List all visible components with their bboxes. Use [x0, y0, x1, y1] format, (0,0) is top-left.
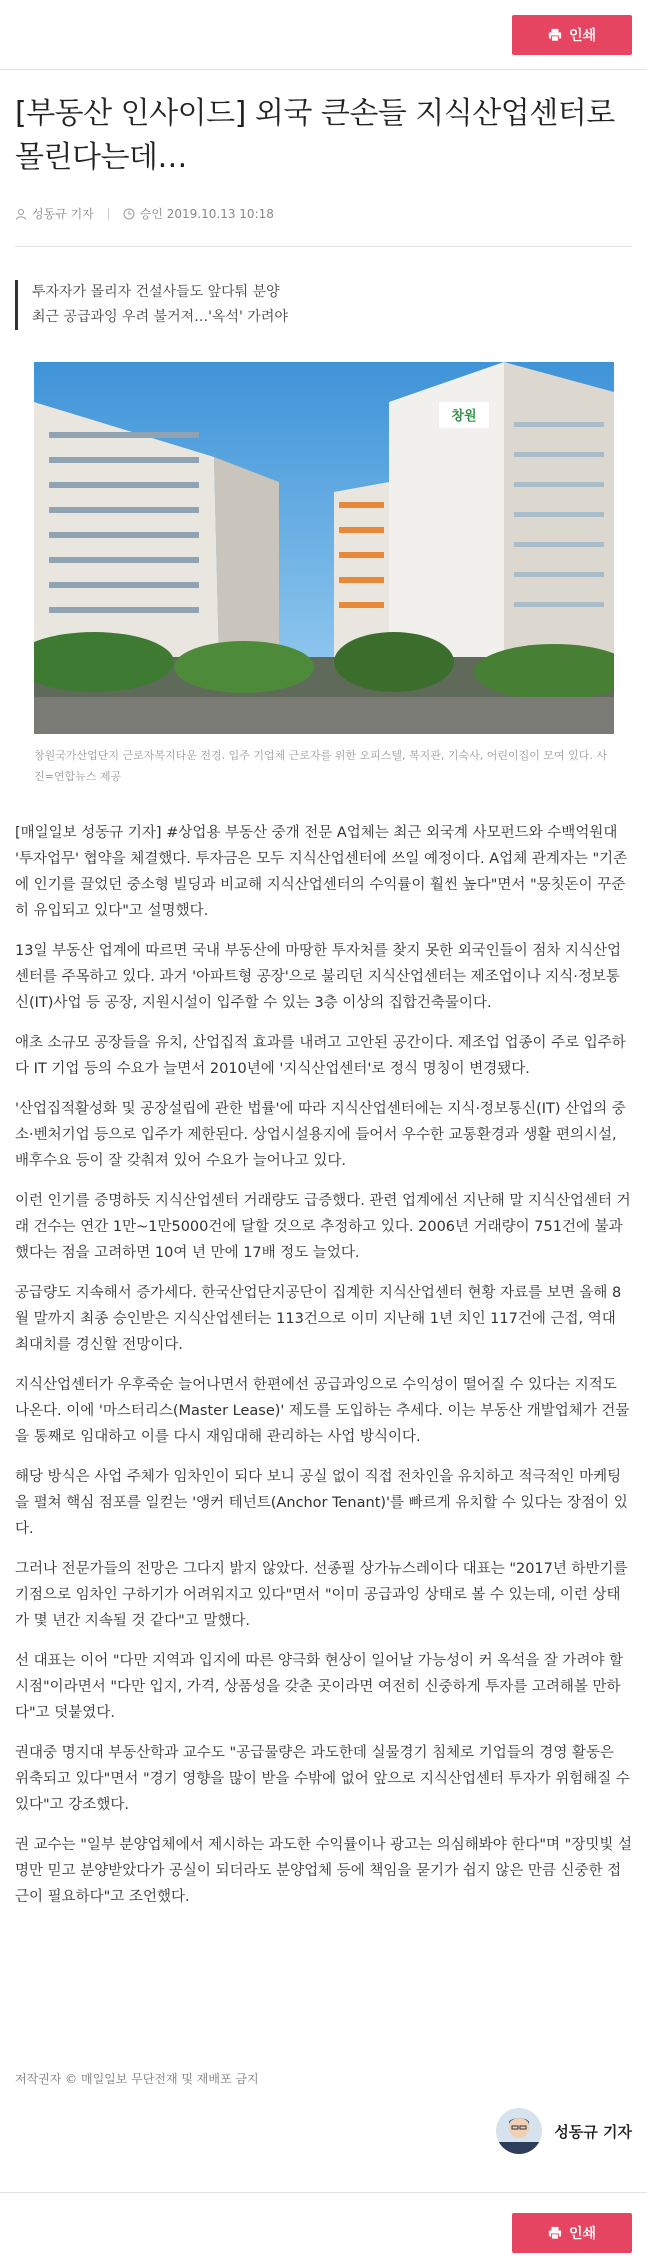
body-paragraph: 그러나 전문가들의 전망은 그다지 밝지 않았다. 선종필 상가뉴스레이다 대표는 "2017년 하반기를 기점으로 임차인 구하기가 어려워지고 있다"면서 "이미 공급과잉 상태로 볼 수 있는데, 이런 상태가 몇 년간 지속될 것 같다"고 말했다.	[15, 1561, 628, 1629]
approved-time: 승인 2019.10.13 10:18	[139, 207, 274, 221]
article-title: [부동산 인사이드] 외국 큰손들 지식산업센터로 몰린다는데…	[15, 96, 615, 175]
user-icon	[15, 208, 27, 220]
article-subheadline	[15, 280, 288, 330]
building-sign-text: 창원	[451, 409, 477, 424]
meta-divider-line	[15, 246, 632, 247]
print-button-bottom[interactable]	[512, 2213, 632, 2253]
body-paragraph: [매일일보 성동규 기자] #상업용 부동산 중개 전문 A업체는 최근 외국계 사모펀드와 수백억원대 '투자업무' 협약을 체결했다. 투자금은 모두 지식산업센터에 쓰일 예정이다. A업체 관계자는 "기존에 인기를 끌었던 중소형 빌딩과 비교해 지식산업센터의 수익률이 훨씬 높다"면서 "뭉칫돈이 꾸준히 유입되고 있다"고 설명했다.	[15, 825, 628, 919]
photo-caption: 창원국가산업단지 근로자복지타운 전경. 입주 기업체 근로자를 위한 오피스텔, 복지관, 기숙사, 어린이집이 모여 있다. 사진=연합뉴스 제공	[34, 749, 607, 783]
meta-divider	[108, 208, 109, 220]
reporter-avatar[interactable]	[496, 2108, 542, 2154]
article-body	[15, 820, 632, 1924]
print-button-top[interactable]	[512, 15, 632, 55]
body-paragraph: 권 교수는 "일부 분양업체에서 제시하는 과도한 수익률이나 광고는 의심해봐야 한다"며 "장밋빛 설명만 믿고 분양받았다가 공실이 되더라도 분양업체 등에 책임을 묻기가 쉽지 않은 만큼 신중한 접근이 필요하다"고 조언했다.	[15, 1837, 632, 1905]
print-label: 인쇄	[568, 28, 597, 44]
reporter-name: 성동규 기자	[32, 207, 94, 221]
byline-reporter-name: 성동규 기자	[554, 2122, 632, 2141]
copyright-notice: 저작권자 © 매일일보 무단전재 및 재배포 금지	[15, 2072, 259, 2086]
building-photo-illustration	[34, 362, 614, 734]
avatar-portrait-icon	[496, 2108, 542, 2154]
article-meta	[15, 205, 274, 222]
bottom-divider	[0, 2192, 647, 2193]
body-paragraph: 애초 소규모 공장들을 유치, 산업집적 효과를 내려고 고안된 공간이다. 제조업 업종이 주로 입주하다 IT 기업 등의 수요가 늘면서 2010년에 '지식산업센터'로 정식 명칭이 변경됐다.	[15, 1035, 626, 1077]
reporter-byline[interactable]	[496, 2108, 632, 2154]
subhead-line: 최근 공급과잉 우려 불거져…'옥석' 가려야	[32, 309, 288, 325]
article-photo	[34, 362, 614, 734]
body-paragraph: '산업집적활성화 및 공장설립에 관한 법률'에 따라 지식산업센터에는 지식·정보통신(IT) 산업의 중소·벤처기업 등으로 입주가 제한된다. 상업시설용지에 들어서 우수한 교통환경과 생활 편의시설, 배후수요 등이 잘 갖춰져 있어 수요가 늘어나고 있다.	[15, 1101, 626, 1169]
body-paragraph: 공급량도 지속해서 증가세다. 한국산업단지공단이 집계한 지식산업센터 현황 자료를 보면 올해 8월 말까지 최종 승인받은 지식산업센터는 113건으로 이미 지난해 1년 치인 117건에 근접, 역대 최대치를 경신할 전망이다.	[15, 1285, 622, 1353]
body-paragraph: 이런 인기를 증명하듯 지식산업센터 거래량도 급증했다. 관련 업계에선 지난해 말 지식산업센터 거래 건수는 연간 1만~1만5000건에 달할 것으로 추정하고 있다. 2006년 거래량이 751건에 불과했다는 점을 고려하면 10여 년 만에 17배 정도 늘었다.	[15, 1193, 631, 1261]
body-paragraph: 13일 부동산 업계에 따르면 국내 부동산에 마땅한 투자처를 찾지 못한 외국인들이 점차 지식산업센터를 주목하고 있다. 과거 '아파트형 공장'으로 불리던 지식산업센터는 제조업이나 지식·정보통신(IT)사업 등 공장, 지원시설이 입주할 수 있는 3층 이상의 집합건축물이다.	[15, 943, 622, 1011]
body-paragraph: 권대중 명지대 부동산학과 교수도 "공급물량은 과도한데 실물경기 침체로 기업들의 경영 활동은 위축되고 있다"면서 "경기 영향을 많이 받을 수밖에 없어 앞으로 지식산업센터 투자가 위험해질 수 있다"고 강조했다.	[15, 1745, 630, 1813]
body-paragraph: 지식산업센터가 우후죽순 늘어나면서 한편에선 공급과잉으로 수익성이 떨어질 수 있다는 지적도 나온다. 이에 '마스터리스(Master Lease)' 제도를 도입하는 추세다. 이는 부동산 개발업체가 건물을 통째로 임대하고 이를 다시 재임대해 관리하는 사업 방식이다.	[15, 1377, 630, 1445]
printer-icon	[548, 28, 562, 42]
subhead-line: 투자자가 몰리자 건설사들도 앞다퉈 분양	[32, 284, 280, 300]
body-paragraph: 선 대표는 이어 "다만 지역과 입지에 따른 양극화 현상이 일어날 가능성이 커 옥석을 잘 가려야 할 시점"이라면서 "다만 입지, 가격, 상품성을 갖춘 곳이라면 여전히 신중하게 투자를 고려해볼 만하다"고 덧붙였다.	[15, 1653, 624, 1721]
body-paragraph: 해당 방식은 사업 주체가 임차인이 되다 보니 공실 없이 직접 전차인을 유치하고 적극적인 마케팅을 펼쳐 핵심 점포를 일컫는 '앵커 테넌트(Anchor Tenant)'를 빠르게 유치할 수 있다는 장점이 있다.	[15, 1469, 628, 1537]
printer-icon	[548, 2226, 562, 2240]
clock-icon	[123, 208, 135, 220]
top-toolbar	[0, 0, 647, 70]
print-label: 인쇄	[568, 2226, 597, 2242]
